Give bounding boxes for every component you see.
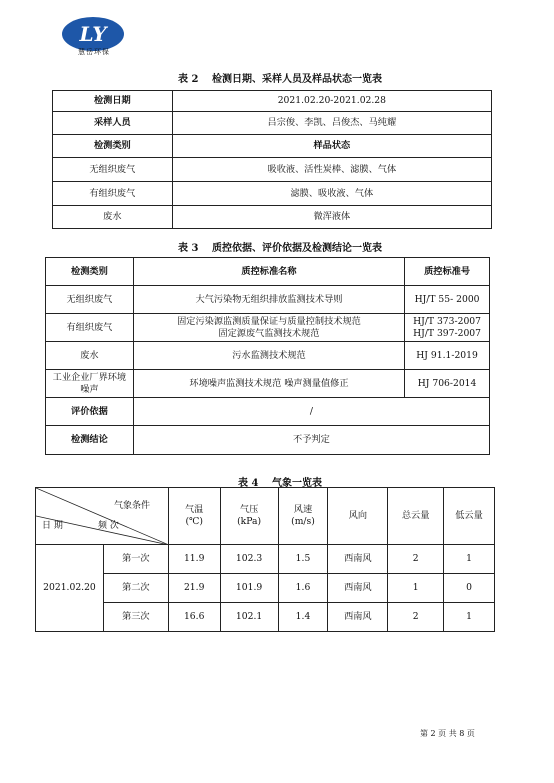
temp: 11.9	[168, 545, 220, 574]
freq: 第一次	[103, 545, 168, 574]
table2-row-status: 微浑液体	[172, 206, 491, 229]
table4	[35, 487, 495, 632]
low-cloud: 1	[444, 545, 495, 574]
table3-caption: 表 3 质控依据、评价依据及检测结论一览表	[178, 243, 382, 254]
corner-top-label: 气象条件	[114, 501, 151, 511]
table4-caption: 表 4 气象一览表	[238, 478, 322, 489]
wind-speed: 1.4	[278, 603, 328, 632]
table2-row-category: 无组织废气	[53, 158, 173, 182]
table3-row-number	[405, 314, 490, 342]
table3-row-name: 环境噪声监测技术规范 噪声测量值修正	[133, 370, 404, 398]
header-standard-number: 质控标准号	[405, 258, 490, 286]
table3-row-number: HJ/T 55- 2000	[405, 286, 490, 314]
freq: 第三次	[103, 603, 168, 632]
category-header: 检测类别	[53, 135, 173, 158]
table3-row-name: 大气污染物无组织排放监测技术导则	[133, 286, 404, 314]
svg-text:LY: LY	[79, 22, 107, 46]
conclusion-label: 检测结论	[46, 426, 134, 455]
pressure: 102.3	[220, 545, 278, 574]
temp: 16.6	[168, 603, 220, 632]
total-cloud: 1	[388, 574, 444, 603]
standard-number-line: HJ/T 373-2007	[413, 315, 481, 327]
table3	[45, 257, 490, 455]
wind-direction: 西南风	[328, 545, 388, 574]
temp: 21.9	[168, 574, 220, 603]
table3-row-name	[133, 314, 404, 342]
header-temperature: 气温 (℃)	[168, 488, 220, 545]
freq: 第二次	[103, 574, 168, 603]
table3-row-category: 无组织废气	[46, 286, 134, 314]
table2	[52, 90, 492, 229]
basis-value: /	[133, 398, 489, 426]
wind-direction: 西南风	[328, 603, 388, 632]
table3-row-number: HJ 91.1-2019	[405, 342, 490, 370]
header-wind-speed: 风速 (m/s)	[278, 488, 328, 545]
table2-row-category: 废水	[53, 206, 173, 229]
page-number: 第 2 页 共 8 页	[420, 729, 475, 738]
corner-left-label: 日 期	[42, 521, 63, 531]
wind-speed: 1.6	[278, 574, 328, 603]
table3-row-name: 污水监测技术规范	[133, 342, 404, 370]
wind-direction: 西南风	[328, 574, 388, 603]
sampler-value: 吕宗俊、李凯、吕俊杰、马纯耀	[172, 112, 491, 135]
pressure: 102.1	[220, 603, 278, 632]
wind-speed: 1.5	[278, 545, 328, 574]
standard-name-line: 固定污染源监测质量保证与质量控制技术规范	[177, 315, 361, 327]
total-cloud: 2	[388, 603, 444, 632]
table3-row-number: HJ 706-2014	[405, 370, 490, 398]
header-standard-name: 质控标准名称	[133, 258, 404, 286]
header-category: 检测类别	[46, 258, 134, 286]
table3-row-category: 有组织废气	[46, 314, 134, 342]
header-low-cloud: 低云量	[444, 488, 495, 545]
table2-row-status: 吸收液、活性炭棒、滤膜、气体	[172, 158, 491, 182]
date-label: 检测日期	[53, 91, 173, 112]
header-total-cloud: 总云量	[388, 488, 444, 545]
table3-row-category: 工业企业厂界环境噪声	[46, 370, 134, 398]
corner-header	[36, 488, 169, 545]
table2-caption: 表 2 检测日期、采样人员及样品状态一览表	[178, 74, 382, 85]
corner-mid-label: 频 次	[98, 521, 119, 531]
date-value: 2021.02.20-2021.02.28	[172, 91, 491, 112]
total-cloud: 2	[388, 545, 444, 574]
sampler-label: 采样人员	[53, 112, 173, 135]
corner-diagonals	[36, 488, 169, 545]
low-cloud: 0	[444, 574, 495, 603]
header-wind-direction: 风向	[328, 488, 388, 545]
status-header: 样品状态	[172, 135, 491, 158]
standard-number-line: HJ/T 397-2007	[413, 327, 481, 339]
pressure: 101.9	[220, 574, 278, 603]
header-pressure: 气压 (kPa)	[220, 488, 278, 545]
weather-date: 2021.02.20	[36, 545, 104, 632]
table3-row-category: 废水	[46, 342, 134, 370]
conclusion-value: 不予判定	[133, 426, 489, 455]
table2-row-status: 滤膜、吸收液、气体	[172, 182, 491, 206]
standard-name-line: 固定源废气监测技术规范	[218, 327, 320, 339]
low-cloud: 1	[444, 603, 495, 632]
company-name: 慧岳环保	[78, 48, 110, 56]
table2-row-category: 有组织废气	[53, 182, 173, 206]
basis-label: 评价依据	[46, 398, 134, 426]
